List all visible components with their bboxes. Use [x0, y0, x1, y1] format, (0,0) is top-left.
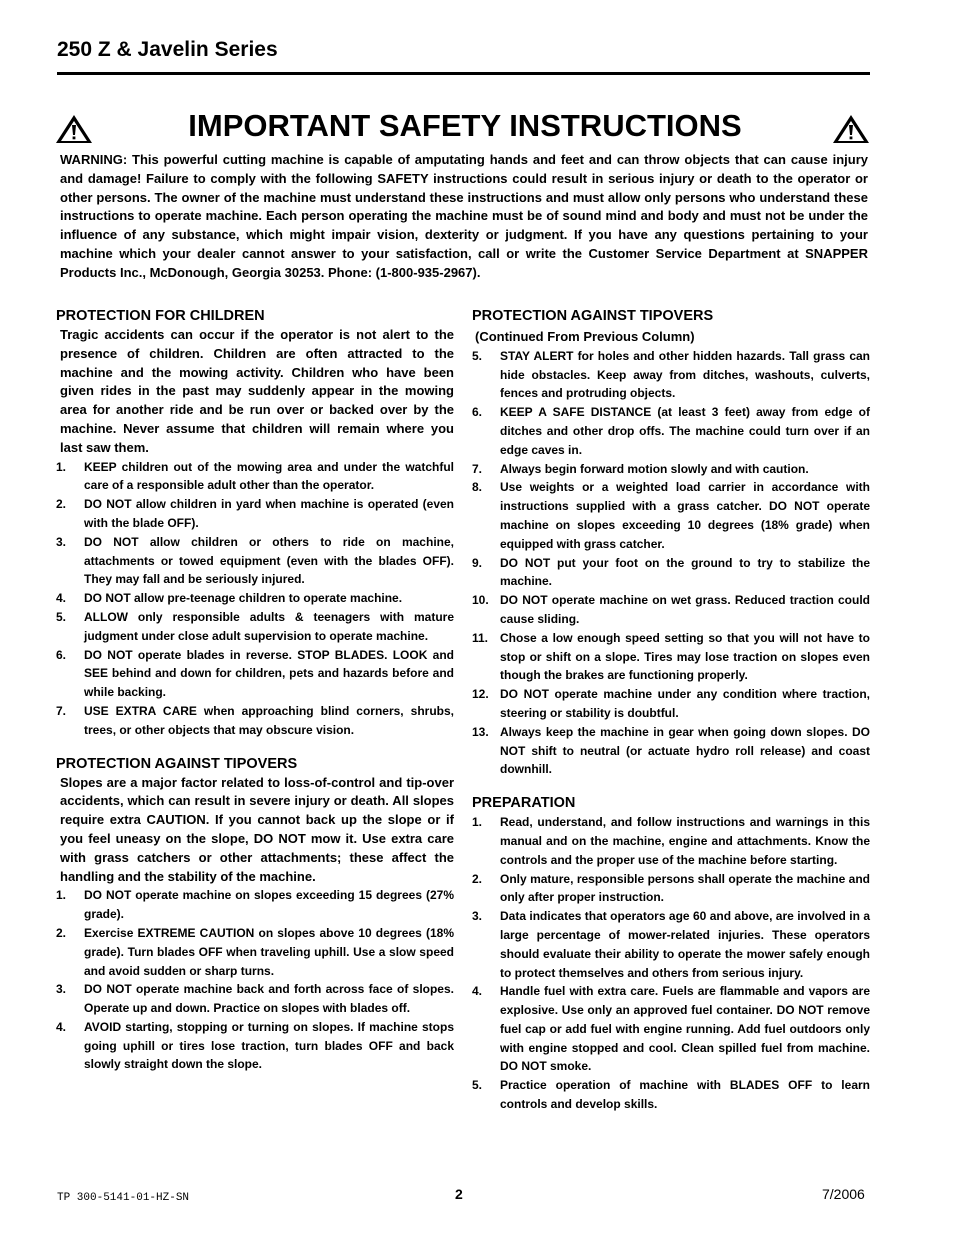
- preparation-list: [472, 813, 870, 1114]
- item-number: 1.: [472, 815, 483, 830]
- item-text: DO NOT operate machine on slopes exceeding 15 degrees (27% grade).: [84, 888, 454, 922]
- list-item: [56, 1018, 454, 1074]
- children-heading: PROTECTION FOR CHILDREN: [56, 308, 265, 324]
- item-text: Use weights or a weighted load carrier in accordance with instructions supplied with a grass catcher. DO NOT operate machine on slopes exceeding 10 degrees (18% grade) when equipped with grass catcher.: [500, 480, 870, 551]
- item-number: 7.: [56, 703, 67, 718]
- tipovers-intro: Slopes are a major factor related to loss-of-control and tip-over accidents, which can result in severe injury or death. All slopes require extra CAUTION. If you cannot back up the slope or if you feel uneasy on the slope, DO NOT mow it. Use extra care with grass catchers or other attachments; these affect the handling and the stability of the machine.: [60, 774, 454, 884]
- item-number: 7.: [472, 461, 483, 476]
- item-text: Only mature, responsible persons shall operate the machine and only after proper instruction.: [500, 871, 870, 905]
- item-number: 5.: [472, 348, 483, 363]
- item-number: 3.: [56, 982, 67, 997]
- tipovers-list: [56, 886, 454, 1074]
- item-text: Handle fuel with extra care. Fuels are flammable and vapors are explosive. Use only an approved fuel container. DO NOT remove fuel cap or add fuel with engine running. Add fuel outdoors only with engine stopped and cool. Clean spilled fuel from machine. DO NOT smoke.: [500, 984, 870, 1074]
- item-text: Data indicates that operators age 60 and above, are involved in a large percentage of mower-related injuries. These operators should evaluate their ability to operate the mower safely enough to protect themselves and others from serious injury.: [500, 909, 870, 980]
- list-item: [472, 813, 870, 869]
- item-text: Exercise EXTREME CAUTION on slopes above 10 degrees (18% grade). Turn blades OFF when traveling uphill. Use a slow speed and avoid sudden or sharp turns.: [84, 925, 454, 978]
- list-item: [472, 870, 870, 908]
- list-item: [472, 478, 870, 553]
- tipovers-cont-heading: PROTECTION AGAINST TIPOVERS: [472, 308, 714, 324]
- main-title: IMPORTANT SAFETY INSTRUCTIONS: [188, 108, 742, 143]
- item-number: 1.: [56, 888, 67, 903]
- list-item: [472, 591, 870, 629]
- item-text: Always keep the machine in gear when going down slopes. DO NOT shift to neutral (or actuate hydro roll release) and coast downhill.: [500, 724, 870, 777]
- list-item: [56, 886, 454, 924]
- item-number: 5.: [56, 609, 67, 624]
- list-item: [56, 533, 454, 589]
- preparation-heading: PREPARATION: [472, 795, 576, 812]
- list-item: [472, 723, 870, 779]
- item-number: 1.: [56, 459, 67, 474]
- item-text: Always begin forward motion slowly and with caution.: [500, 461, 809, 476]
- item-text: DO NOT put your foot on the ground to try to stabilize the machine.: [500, 555, 870, 589]
- item-number: 6.: [56, 647, 67, 662]
- item-text: DO NOT operate machine under any condition where traction, steering or stability is doubtful.: [500, 687, 870, 720]
- item-text: DO NOT allow children or others to ride on machine, attachments or towed equipment (even with the blades OFF). They may fall and be seriously injured.: [84, 534, 454, 587]
- item-text: KEEP children out of the mowing area and under the watchful care of a responsible adult other than the operator.: [84, 459, 454, 493]
- children-intro: Tragic accidents can occur if the operator is not alert to the presence of children. Children are often attracted to the machine and the mowing activity. Children who have been given rides in the past may suddenly appear in the mowing area for another ride and be run over or backed over by the machine. Never assume that children will remain where you last saw them.: [60, 327, 454, 455]
- item-text: AVOID starting, stopping or turning on slopes. If machine stops going uphill or tires lose traction, turn blades OFF and back slowly straight down the slope.: [84, 1019, 454, 1072]
- item-number: 2.: [472, 871, 483, 886]
- list-item: [56, 702, 454, 740]
- item-number: 4.: [56, 591, 67, 606]
- tipovers-heading: PROTECTION AGAINST TIPOVERS: [56, 755, 298, 772]
- item-text: DO NOT allow children in yard when machine is operated (even with the blade OFF).: [84, 497, 454, 530]
- item-number: 13.: [472, 724, 489, 739]
- item-number: 11.: [472, 630, 489, 645]
- children-list: [56, 458, 454, 740]
- item-number: 4.: [56, 1019, 67, 1034]
- list-item: [56, 458, 454, 496]
- doc-number: TP 300-5141-01-HZ-SN: [57, 1192, 190, 1204]
- list-item: [56, 495, 454, 533]
- item-number: 4.: [472, 984, 483, 999]
- warning-triangle-icon: [55, 114, 93, 144]
- item-text: ALLOW only responsible adults & teenagers with mature judgment under close adult supervision to operate machine.: [84, 609, 454, 643]
- page-number: 2: [455, 1186, 463, 1202]
- right-column: [472, 306, 870, 1114]
- item-text: DO NOT operate machine back and forth across face of slopes. Operate up and down. Practice on slopes with blades off.: [84, 982, 454, 1016]
- item-number: 8.: [472, 480, 483, 495]
- list-item: [56, 589, 454, 608]
- list-item: [56, 646, 454, 702]
- list-item: [472, 629, 870, 685]
- doc-date: 7/2006: [822, 1186, 865, 1202]
- list-item: [472, 1076, 870, 1114]
- item-text: Chose a low enough speed setting so that you will not have to stop or shift on a slope. Tires may lose traction on slopes even though the brakes are functioning properly.: [500, 630, 870, 683]
- item-number: 3.: [56, 534, 67, 549]
- item-number: 5.: [472, 1078, 483, 1093]
- series-title: 250 Z & Javelin Series: [57, 38, 278, 61]
- item-text: USE EXTRA CARE when approaching blind corners, shrubs, trees, or other objects that may obscure vision.: [84, 703, 454, 737]
- list-item: [472, 403, 870, 459]
- left-column: [56, 306, 454, 1074]
- list-item: [56, 924, 454, 980]
- header-rule: [57, 72, 870, 75]
- list-item: [472, 907, 870, 982]
- list-item: [56, 980, 454, 1018]
- list-item: [472, 685, 870, 723]
- continued-note: (Continued From Previous Column): [475, 329, 695, 344]
- item-text: DO NOT operate machine on wet grass. Reduced traction could cause sliding.: [500, 593, 870, 626]
- item-text: KEEP A SAFE DISTANCE (at least 3 feet) away from edge of ditches and other drop offs. The machine could turn over if an edge caves in.: [500, 405, 870, 457]
- item-number: 10.: [472, 593, 489, 608]
- item-number: 6.: [472, 405, 483, 420]
- list-item: [472, 554, 870, 592]
- list-item: [472, 347, 870, 403]
- item-number: 2.: [56, 497, 67, 512]
- item-text: DO NOT allow pre-teenage children to operate machine.: [84, 591, 403, 606]
- item-number: 2.: [56, 925, 67, 940]
- item-text: DO NOT operate blades in reverse. STOP BLADES. LOOK and SEE behind and down for children, pets and hazards before and while backing.: [84, 647, 454, 700]
- tipovers-cont-list: [472, 347, 870, 779]
- list-item: [472, 982, 870, 1076]
- item-number: 12.: [472, 687, 489, 702]
- warning-triangle-icon: [832, 114, 870, 144]
- list-item: [56, 608, 454, 646]
- item-number: 9.: [472, 555, 483, 570]
- warning-paragraph: WARNING: This powerful cutting machine is capable of amputating hands and feet and can throw objects that can cause injury and damage! Failure to comply with the following SAFETY instructions could result in serious injury or death to the operator or other persons. The owner of the machine must understand these instructions and must allow only persons who understand these instructions to operate machine. Each person operating the machine must be of sound mind and body and must not be under the influence of any substance, which might impair vision, dexterity or judgment. If you have any questions pertaining to your machine which your dealer cannot answer to your satisfaction, call or write the Customer Service Department at SNAPPER Products Inc., McDonough, Georgia 30253. Phone: (1-800-935-2967).: [60, 152, 868, 280]
- list-item: [472, 460, 870, 479]
- item-text: Read, understand, and follow instructions and warnings in this manual and on the machine, engine and attachments. Know the controls and the proper use of the machine before starting.: [500, 815, 870, 867]
- item-number: 3.: [472, 909, 483, 924]
- item-text: STAY ALERT for holes and other hidden hazards. Tall grass can hide obstacles. Keep away from ditches, washouts, culverts, fences and protruding objects.: [500, 348, 870, 401]
- item-text: Practice operation of machine with BLADES OFF to learn controls and develop skills.: [500, 1078, 870, 1112]
